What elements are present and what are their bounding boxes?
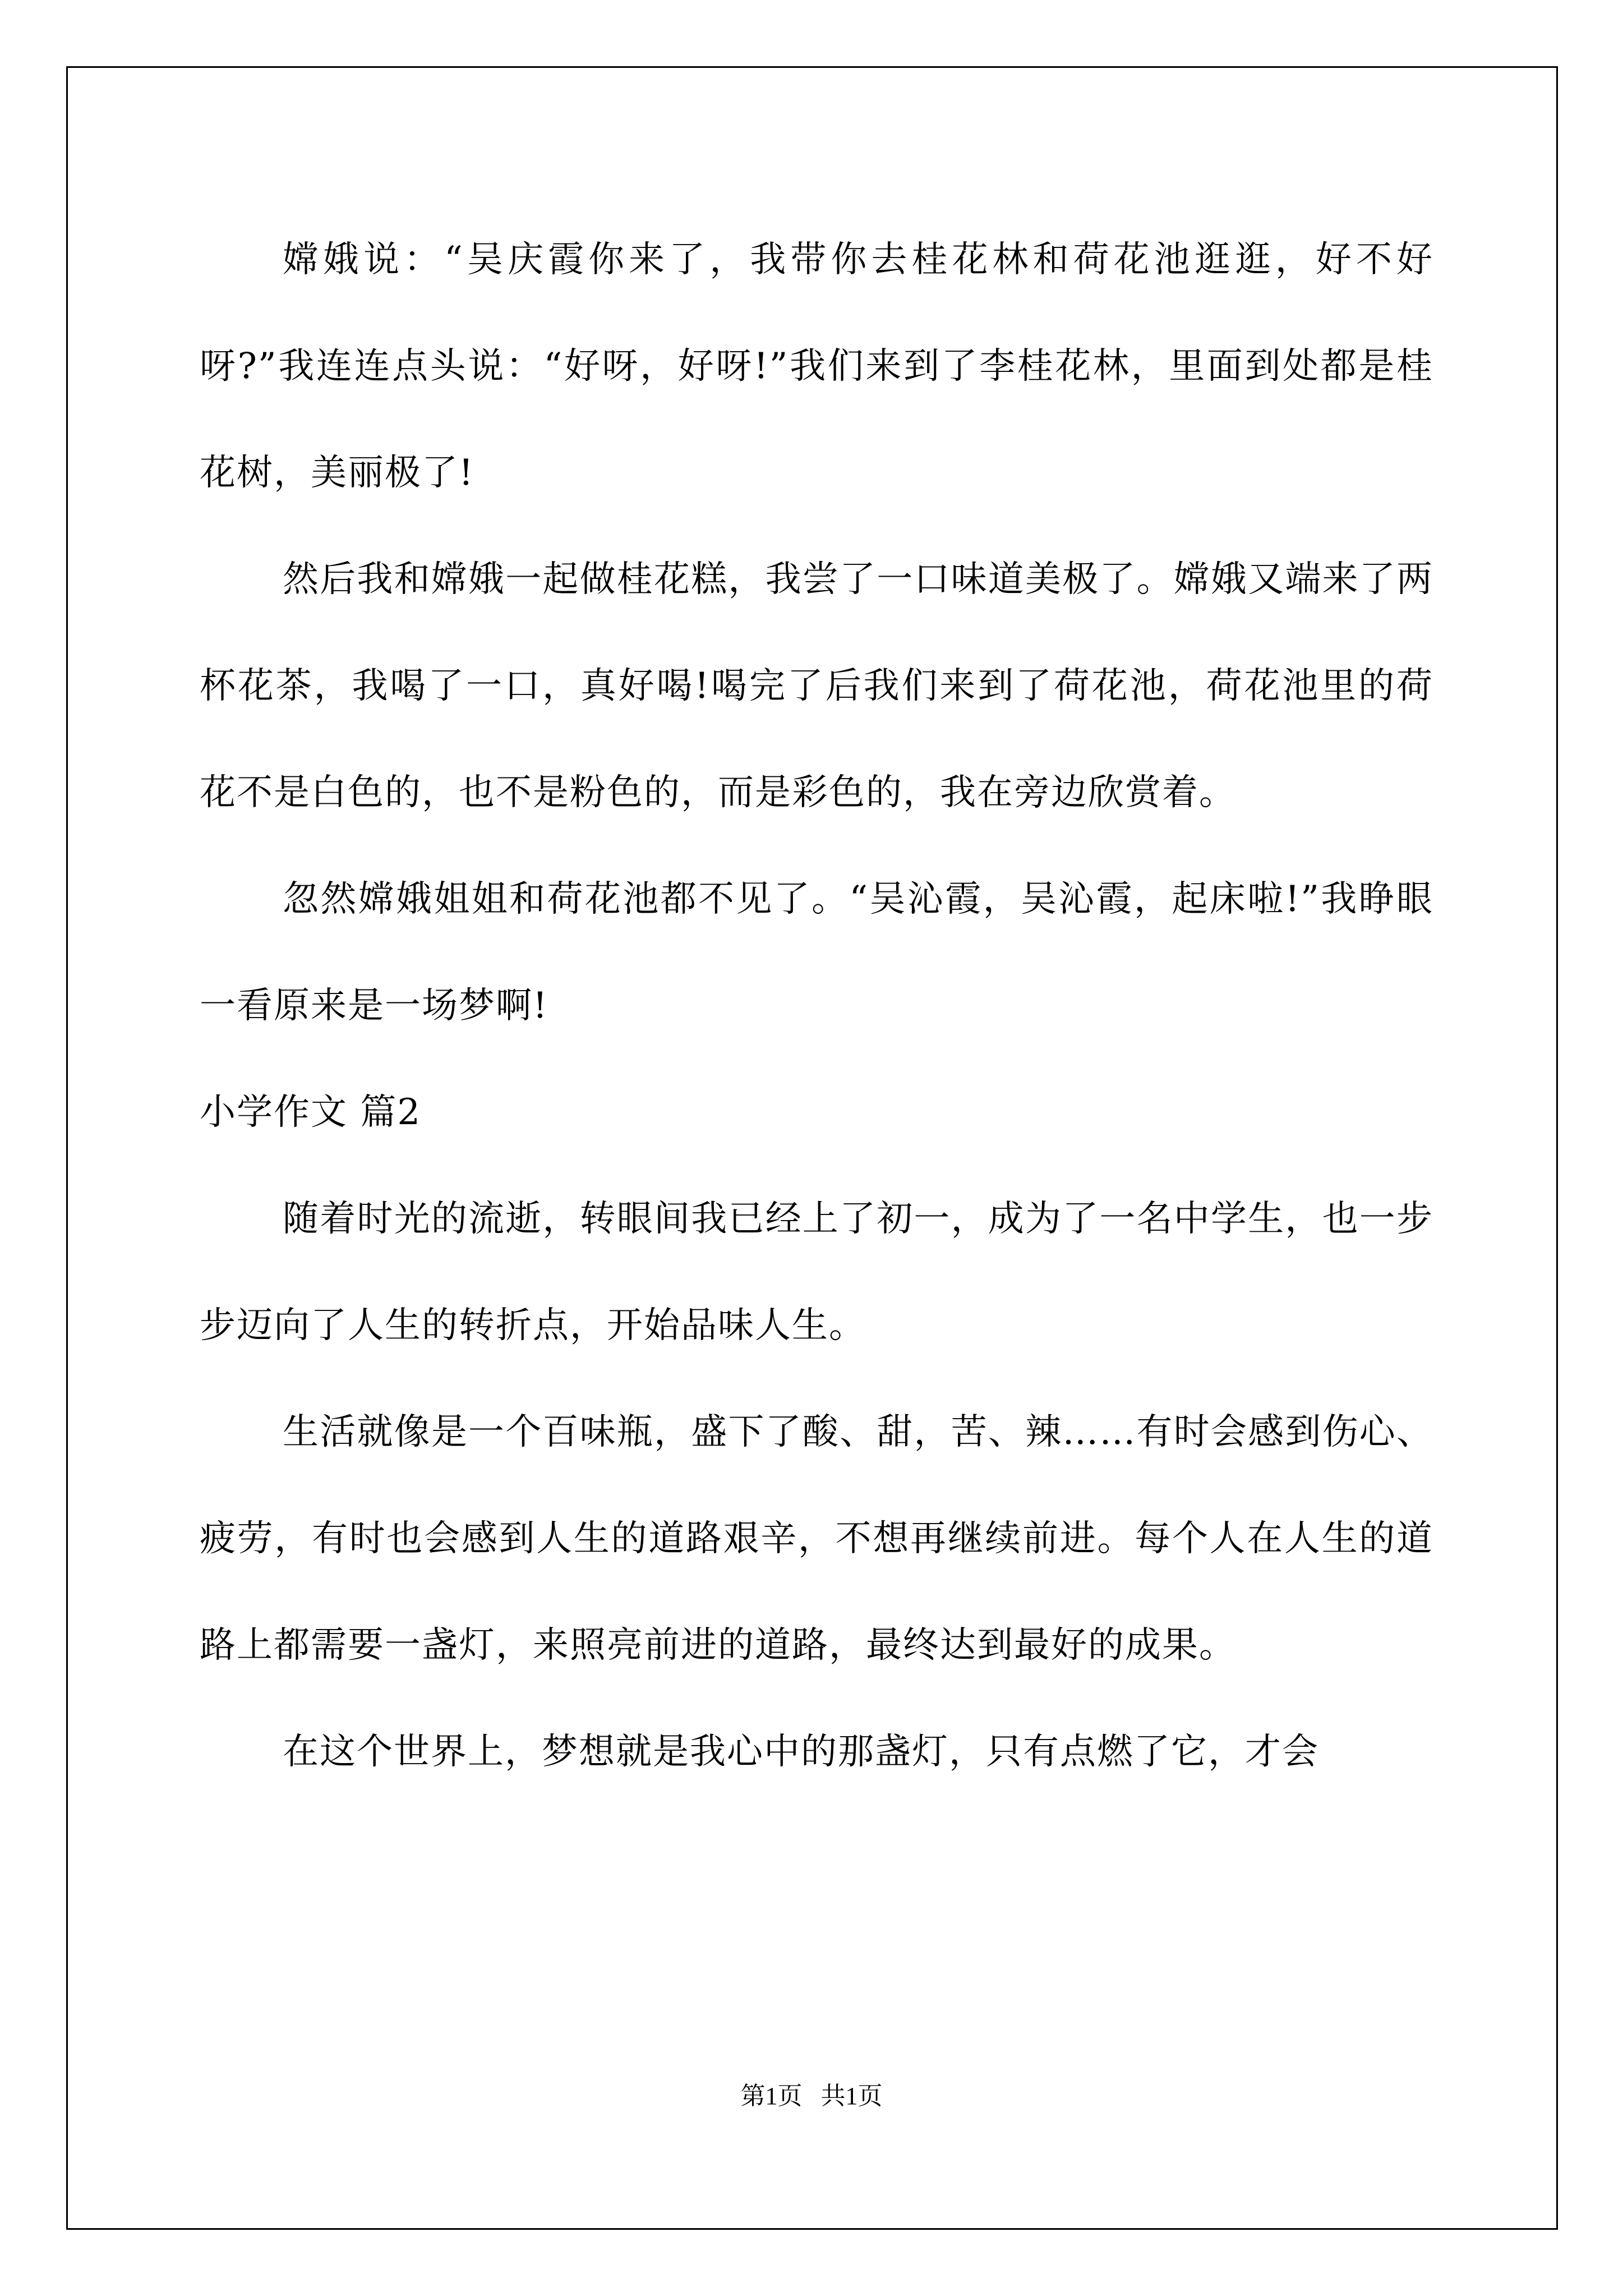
paragraph: 然后我和嫦娥一起做桂花糕，我尝了一口味道美极了。嫦娥又端来了两杯花茶，我喝了一口，真好喝!喝完了后我们来到了荷花池，荷花池里的荷花不是白色的，也不是粉色的，而是彩色的，我在旁边欣赏着。 (200, 559, 1433, 813)
section-heading: 小学作文 篇2 (200, 1092, 422, 1133)
paragraph: 生活就像是一个百味瓶，盛下了酸、甜，苦、辣……有时会感到伤心、疲劳，有时也会感到人生的道路艰辛，不想再继续前进。每个人在人生的道路上都需要一盏灯，来照亮前进的道路，最终达到最好的成果。 (200, 1411, 1433, 1666)
paragraph: 随着时光的流逝，转眼间我已经上了初一，成为了一名中学生，也一步步迈向了人生的转折点，开始品味人生。 (200, 1198, 1433, 1346)
page-footer: 第1页 共1页 (740, 2082, 883, 2110)
document-body (200, 206, 1433, 1805)
paragraph: 忽然嫦娥姐姐和荷花池都不见了。“吴沁霞，吴沁霞，起床啦!”我睁眼一看原来是一场梦啊! (200, 878, 1433, 1027)
paragraph: 嫦娥说：“吴庆霞你来了，我带你去桂花林和荷花池逛逛，好不好呀?”我连连点头说：“好呀，好呀!”我们来到了李桂花林，里面到处都是桂花树，美丽极了! (200, 239, 1433, 494)
paragraph: 在这个世界上，梦想就是我心中的那盏灯，只有点燃了它，才会 (283, 1731, 1319, 1773)
